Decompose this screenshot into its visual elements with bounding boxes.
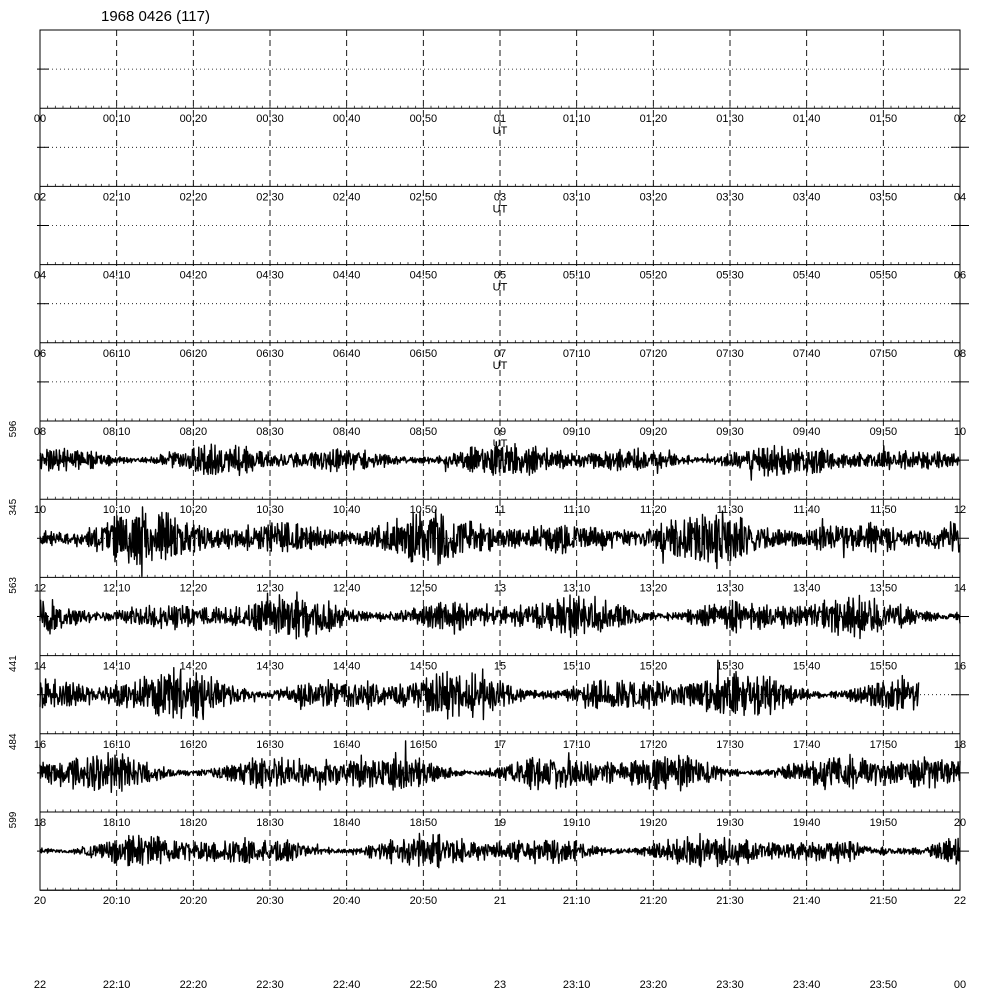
panel-tick-label: 14:20 bbox=[179, 660, 208, 673]
panel-start-label: 10 bbox=[33, 504, 47, 517]
panel-tick-label: 06:30 bbox=[256, 347, 284, 360]
panel-tick-label: 08:10 bbox=[102, 426, 131, 438]
panel-tick-label: 12:40 bbox=[332, 582, 361, 595]
panel-tick-label: 04:20 bbox=[179, 269, 208, 282]
bottom-axis-tick-label: 22:20 bbox=[179, 979, 208, 991]
panel-end-label: 14 bbox=[953, 582, 967, 595]
panel-tick-label: 03 bbox=[493, 191, 507, 204]
minute-ticks bbox=[40, 810, 960, 813]
panel-tick-label: 13:20 bbox=[639, 582, 668, 595]
panel-tick-label: 01:40 bbox=[792, 113, 821, 126]
panel-tick-label: 21:30 bbox=[716, 895, 744, 908]
panel-tick-label: 17:50 bbox=[869, 738, 898, 751]
bottom-axis-start-label: 22 bbox=[33, 979, 47, 991]
panel-tick-label: 15:20 bbox=[639, 660, 668, 673]
chart-title: 1968 0426 (117) bbox=[101, 8, 210, 25]
panel-tick-label: 13:50 bbox=[869, 582, 898, 595]
panel-tick-label: 01 bbox=[493, 113, 507, 126]
panel-tick-label: 20:40 bbox=[332, 895, 361, 908]
panel-tick-label: 07 bbox=[493, 347, 507, 360]
panel-tick-label: 09:30 bbox=[716, 426, 744, 438]
panel-tick-label: 19:20 bbox=[639, 817, 668, 829]
panel-tick-label: 15:50 bbox=[869, 660, 898, 673]
panel-tick-label: 03:40 bbox=[792, 191, 821, 204]
bottom-axis-tick-label: 23:50 bbox=[869, 979, 898, 991]
panel-end-label: 10 bbox=[953, 426, 967, 438]
minute-ticks bbox=[40, 575, 960, 578]
panel-tick-label: 11 bbox=[494, 504, 506, 517]
panel-tick-label: 02:50 bbox=[409, 191, 438, 204]
panel-tick-label: 07:40 bbox=[792, 347, 821, 360]
panel-scale-label: 484 bbox=[8, 733, 19, 751]
panel-tick-label: 07:20 bbox=[639, 347, 668, 360]
bottom-axis-end-label: 00 bbox=[953, 979, 967, 991]
panel-tick-label: 16:20 bbox=[179, 738, 208, 751]
minute-ticks bbox=[40, 497, 960, 500]
panel-tick-label: 10:50 bbox=[409, 504, 438, 517]
panel-tick-label: 08:20 bbox=[179, 426, 208, 438]
panel-start-label: 20 bbox=[33, 895, 47, 908]
panel-tick-label: 05:50 bbox=[869, 269, 898, 282]
panel-tick-label: 00:10 bbox=[102, 113, 131, 126]
bottom-axis-tick-label: 22:40 bbox=[332, 979, 361, 991]
panel-tick-label: 04:40 bbox=[332, 269, 361, 282]
panel-tick-label: 13:10 bbox=[562, 582, 591, 595]
panel-tick-label: 16:50 bbox=[409, 738, 438, 751]
panel-tick-label: 04:10 bbox=[102, 269, 131, 282]
bottom-axis-tick-label: 23:40 bbox=[792, 979, 821, 991]
panel-tick-label: 18:30 bbox=[256, 817, 284, 829]
panel-tick-label: 17:40 bbox=[792, 738, 821, 751]
panel-end-label: 20 bbox=[953, 817, 967, 829]
panel-tick-label: 21 bbox=[493, 895, 507, 908]
panel-scale-label: 345 bbox=[8, 498, 19, 516]
panel-tick-label: 19:30 bbox=[716, 817, 744, 829]
panel-tick-label: 13:40 bbox=[792, 582, 821, 595]
panel-tick-label: 18:10 bbox=[102, 817, 131, 829]
panel-scale-label: 563 bbox=[8, 577, 19, 594]
bottom-axis-tick-label: 23 bbox=[493, 979, 507, 991]
panel-tick-label: 17:20 bbox=[639, 738, 668, 751]
panel-tick-label: 00:30 bbox=[256, 113, 284, 126]
panel-start-label: 08 bbox=[33, 426, 47, 438]
panel-tick-label: 09:50 bbox=[869, 426, 898, 438]
panel-tick-label: 20:20 bbox=[179, 895, 208, 908]
panel-tick-label: 02:30 bbox=[256, 191, 284, 204]
panel-tick-label: 20:10 bbox=[102, 895, 131, 908]
panel-tick-label: 02:20 bbox=[179, 191, 208, 204]
panel-tick-label: 03:30 bbox=[716, 191, 744, 204]
panel-tick-label: 21:10 bbox=[562, 895, 591, 908]
panel-tick-label: 17 bbox=[493, 738, 507, 751]
panel-tick-label: 09:20 bbox=[639, 426, 668, 438]
panel-start-label: 02 bbox=[33, 191, 47, 204]
panel-end-label: 08 bbox=[953, 347, 967, 360]
panel-tick-label: 06:10 bbox=[102, 347, 131, 360]
panel-tick-label: 21:20 bbox=[639, 895, 668, 908]
panel-tick-label: 08:30 bbox=[256, 426, 284, 438]
panel-start-label: 14 bbox=[33, 660, 47, 673]
panel-tick-label: 01:50 bbox=[869, 113, 898, 126]
panel-tick-label: 15 bbox=[493, 660, 507, 673]
minute-ticks bbox=[40, 106, 960, 109]
panel-tick-label: 00:50 bbox=[409, 113, 438, 126]
minute-ticks bbox=[40, 184, 960, 187]
panel-ut-label: UT bbox=[492, 359, 508, 372]
panel-tick-label: 08:40 bbox=[332, 426, 361, 438]
panel-tick-label: 19 bbox=[493, 817, 507, 829]
bottom-axis-tick-label: 22:50 bbox=[409, 979, 438, 991]
panel-tick-label: 01:20 bbox=[639, 113, 668, 126]
bottom-axis-tick-label: 22:30 bbox=[256, 979, 284, 991]
panel-tick-label: 11:50 bbox=[869, 504, 897, 517]
panel-tick-label: 09:10 bbox=[562, 426, 591, 438]
panel-tick-label: 10:20 bbox=[179, 504, 208, 517]
panel-tick-label: 15:10 bbox=[562, 660, 591, 673]
panel-tick-label: 16:40 bbox=[332, 738, 361, 751]
bottom-axis-tick-label: 23:30 bbox=[716, 979, 744, 991]
panel-tick-label: 07:10 bbox=[562, 347, 591, 360]
panel-start-label: 12 bbox=[33, 582, 47, 595]
panel-tick-label: 05:20 bbox=[639, 269, 668, 282]
panel-start-label: 18 bbox=[33, 817, 47, 829]
panel-tick-label: 05 bbox=[493, 269, 507, 282]
panel-end-label: 12 bbox=[953, 504, 967, 517]
panel-tick-label: 02:40 bbox=[332, 191, 361, 204]
panel-ut-label: UT bbox=[492, 203, 508, 216]
panel-ut-label: UT bbox=[492, 438, 508, 450]
panel-tick-label: 15:30 bbox=[716, 660, 744, 673]
panel-tick-label: 07:30 bbox=[716, 347, 744, 360]
panel-tick-label: 10:10 bbox=[102, 504, 131, 517]
panel-start-label: 04 bbox=[33, 269, 47, 282]
minute-ticks bbox=[40, 340, 960, 343]
minute-ticks bbox=[40, 653, 960, 656]
panel-scale-label: 441 bbox=[8, 655, 19, 672]
panel-tick-label: 03:50 bbox=[869, 191, 898, 204]
panel-tick-label: 05:10 bbox=[562, 269, 591, 282]
panel-tick-label: 01:10 bbox=[562, 113, 591, 126]
panel-end-label: 02 bbox=[953, 113, 967, 126]
panel-start-label: 16 bbox=[33, 738, 47, 751]
panel-tick-label: 05:30 bbox=[716, 269, 744, 282]
panel-tick-label: 15:40 bbox=[792, 660, 821, 673]
panel-end-label: 04 bbox=[953, 191, 967, 204]
panel-tick-label: 04:50 bbox=[409, 269, 438, 282]
panel-tick-label: 04:30 bbox=[256, 269, 284, 282]
panel-tick-label: 10:30 bbox=[256, 504, 284, 517]
panel-end-label: 06 bbox=[953, 269, 967, 282]
panel-tick-label: 11:10 bbox=[563, 504, 591, 517]
panel-tick-label: 18:40 bbox=[332, 817, 361, 829]
panel-end-label: 18 bbox=[953, 738, 967, 751]
panel-tick-label: 21:40 bbox=[792, 895, 821, 908]
panel-tick-label: 11:20 bbox=[639, 504, 667, 517]
panel-tick-label: 02:10 bbox=[102, 191, 131, 204]
panel-ut-label: UT bbox=[492, 281, 508, 294]
panel-tick-label: 14:10 bbox=[102, 660, 131, 673]
panel-tick-label: 06:40 bbox=[332, 347, 361, 360]
panel-tick-label: 18:50 bbox=[409, 817, 438, 829]
panel-tick-label: 18:20 bbox=[179, 817, 208, 829]
minute-ticks bbox=[40, 262, 960, 265]
panel-end-label: 22 bbox=[953, 895, 967, 908]
panel-tick-label: 06:50 bbox=[409, 347, 438, 360]
panel-scale-label: 596 bbox=[8, 420, 19, 438]
panel-end-label: 16 bbox=[953, 660, 967, 673]
panel-tick-label: 08:50 bbox=[409, 426, 438, 438]
panel-tick-label: 07:50 bbox=[869, 347, 898, 360]
panel-tick-label: 03:10 bbox=[562, 191, 591, 204]
bottom-axis-tick-label: 23:10 bbox=[562, 979, 591, 991]
panel-tick-label: 17:30 bbox=[716, 738, 744, 751]
panel-tick-label: 00:20 bbox=[179, 113, 208, 126]
panel-tick-label: 09:40 bbox=[792, 426, 821, 438]
panel-tick-label: 14:50 bbox=[409, 660, 438, 673]
panel-tick-label: 13 bbox=[493, 582, 507, 595]
panel-tick-label: 19:50 bbox=[869, 817, 898, 829]
panel-scale-label: 599 bbox=[8, 811, 19, 829]
panel-tick-label: 12:30 bbox=[256, 582, 284, 595]
panel-tick-label: 11:30 bbox=[716, 504, 744, 517]
panel-tick-label: 20:30 bbox=[256, 895, 284, 908]
bottom-axis-tick-label: 22:10 bbox=[102, 979, 131, 991]
panel-tick-label: 12:50 bbox=[409, 582, 438, 595]
panel-ut-label: UT bbox=[492, 125, 508, 138]
minute-ticks bbox=[40, 419, 960, 422]
panel-start-label: 00 bbox=[33, 113, 47, 126]
panel-tick-label: 12:20 bbox=[179, 582, 208, 595]
panel-start-label: 06 bbox=[33, 347, 47, 360]
minute-ticks bbox=[40, 731, 960, 734]
panel-tick-label: 11:40 bbox=[793, 504, 821, 517]
panel-tick-label: 01:30 bbox=[716, 113, 744, 126]
panel-tick-label: 16:10 bbox=[102, 738, 131, 751]
panel-tick-label: 03:20 bbox=[639, 191, 668, 204]
bottom-axis-tick-label: 23:20 bbox=[639, 979, 668, 991]
panel-tick-label: 12:10 bbox=[102, 582, 131, 595]
panel-tick-label: 10:40 bbox=[332, 504, 361, 517]
seismic-trace bbox=[40, 660, 919, 719]
panel-tick-label: 21:50 bbox=[869, 895, 898, 908]
panel-tick-label: 19:40 bbox=[792, 817, 821, 829]
panel-tick-label: 05:40 bbox=[792, 269, 821, 282]
panel-tick-label: 16:30 bbox=[256, 738, 284, 751]
panel-tick-label: 19:10 bbox=[562, 817, 591, 829]
panel-tick-label: 09 bbox=[493, 426, 507, 438]
panel-tick-label: 20:50 bbox=[409, 895, 438, 908]
panel-tick-label: 14:30 bbox=[256, 660, 284, 673]
panel-tick-label: 14:40 bbox=[332, 660, 361, 673]
panel-tick-label: 00:40 bbox=[332, 113, 361, 126]
panel-tick-label: 17:10 bbox=[562, 738, 591, 751]
minute-ticks bbox=[40, 888, 960, 891]
panel-tick-label: 06:20 bbox=[179, 347, 208, 360]
panel-tick-label: 13:30 bbox=[716, 582, 744, 595]
